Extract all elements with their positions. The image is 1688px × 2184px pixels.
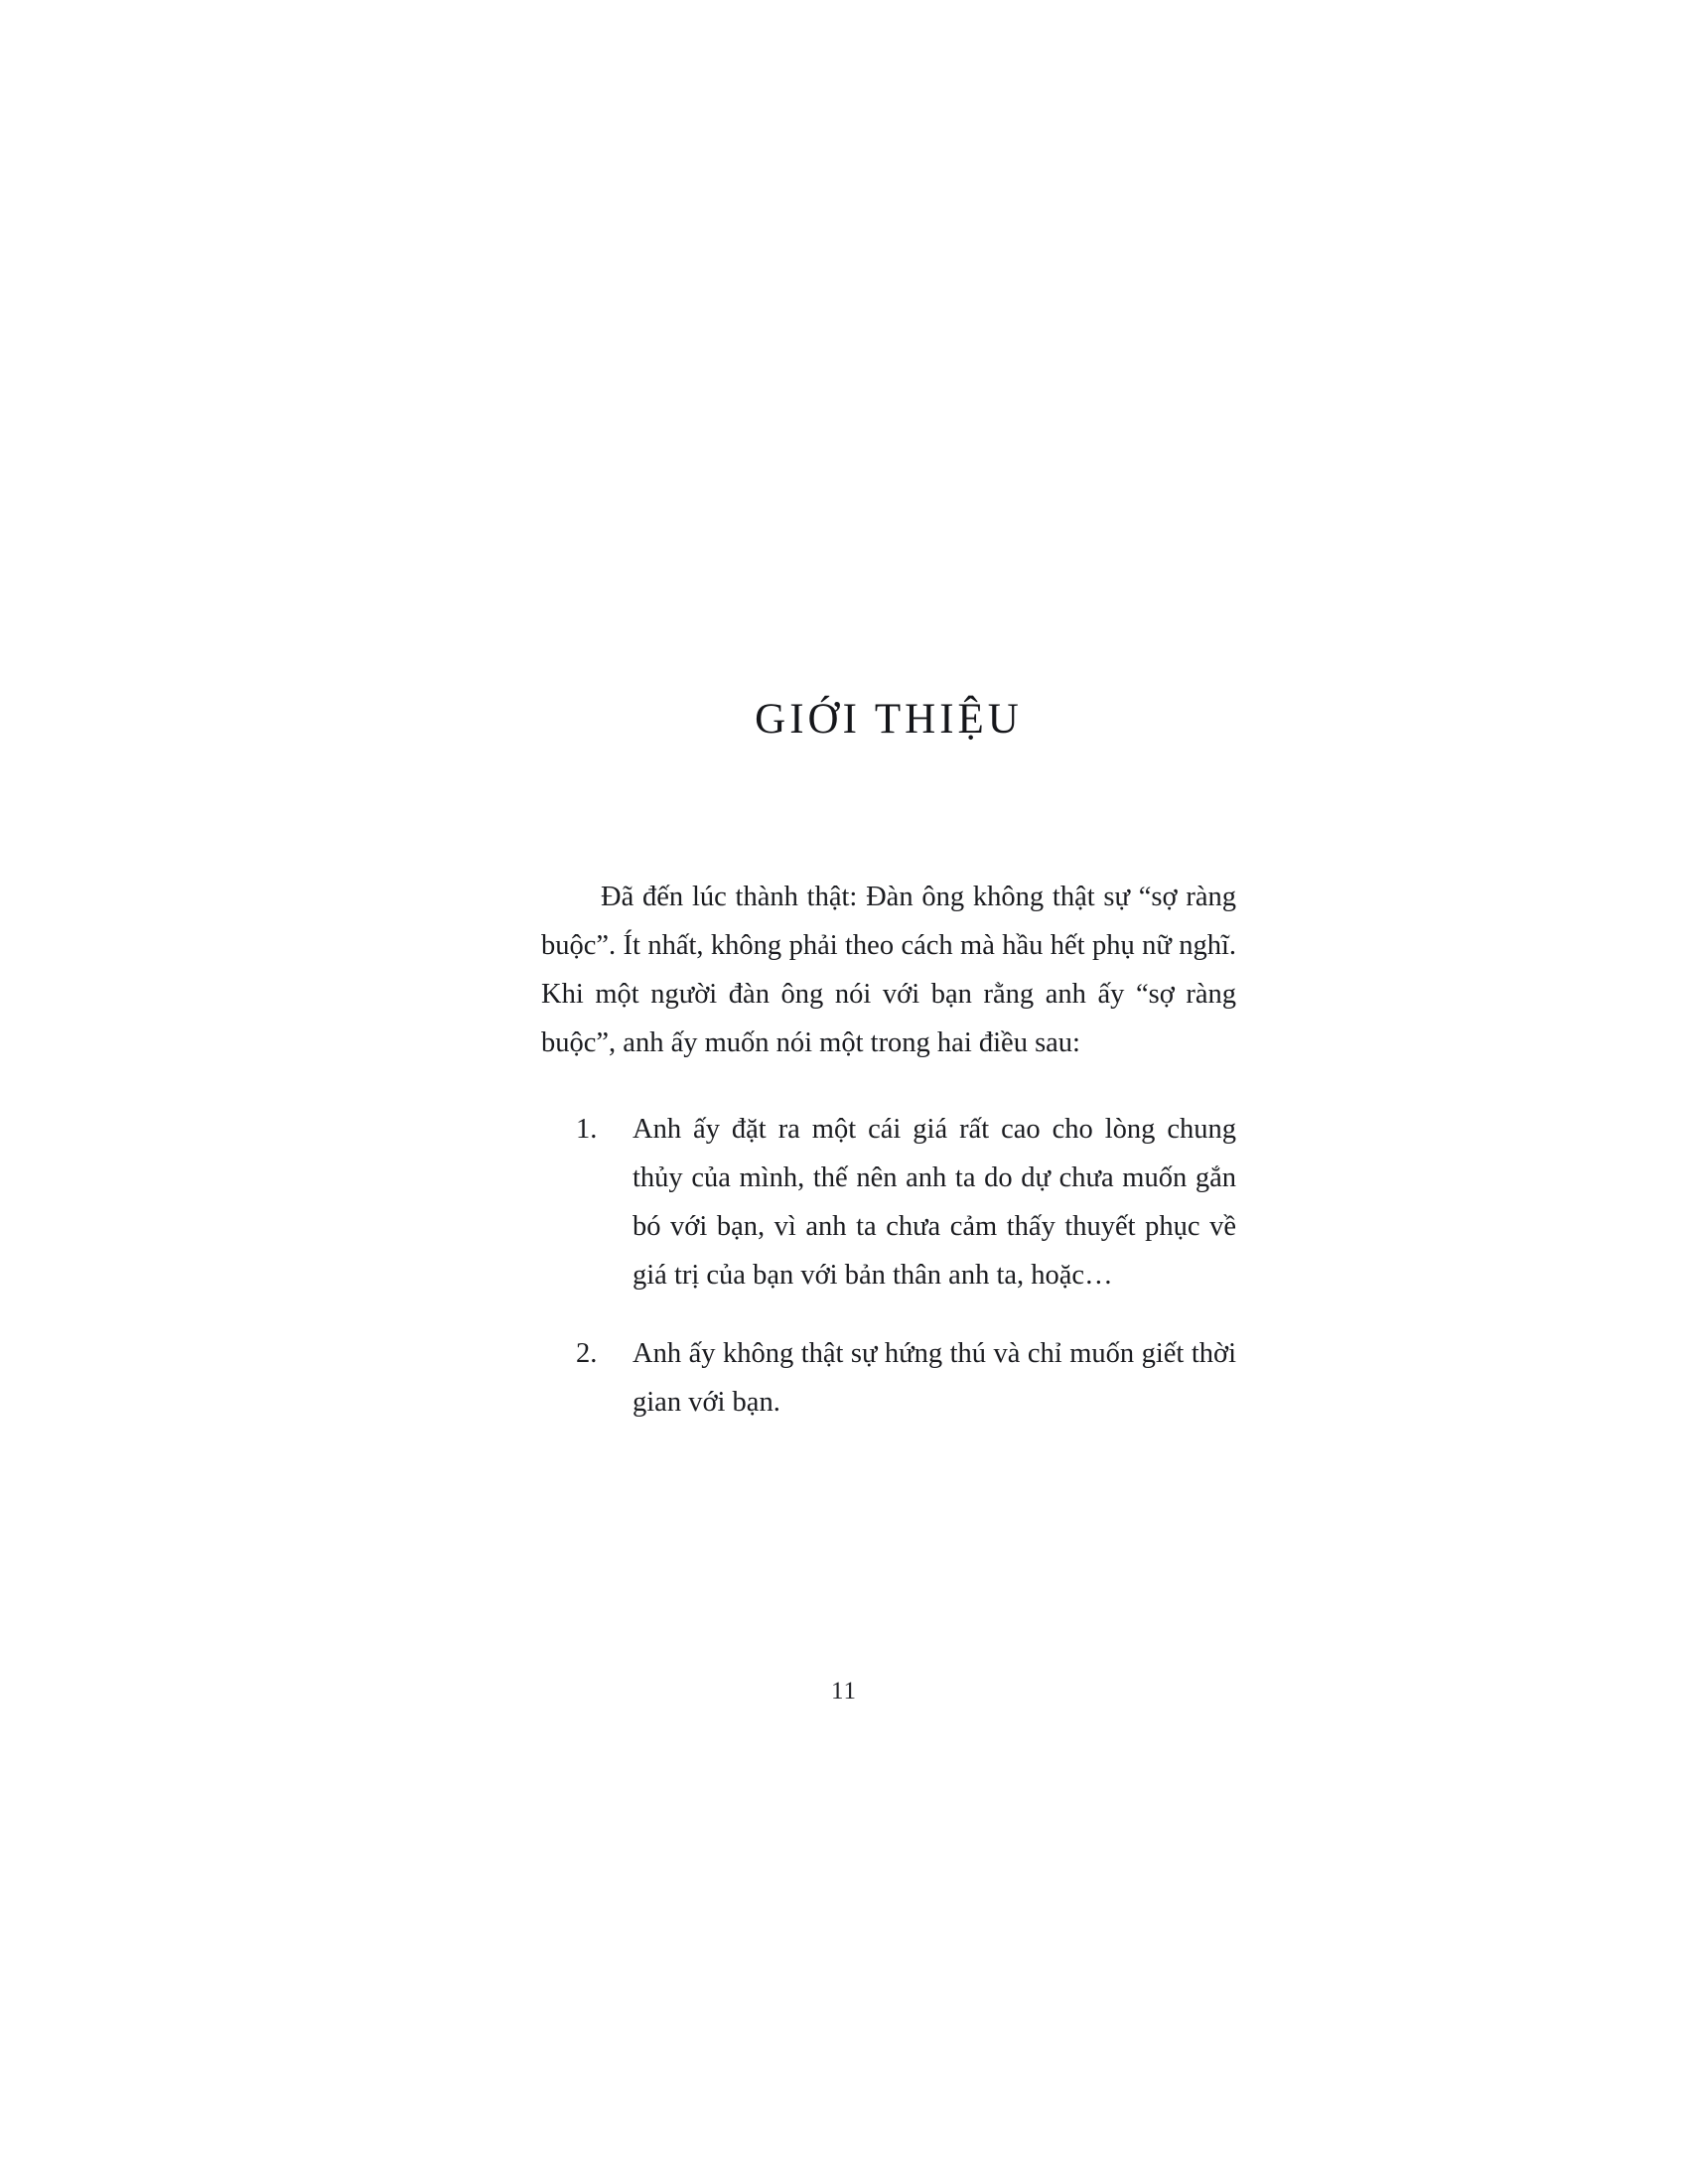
list-item-marker: 2. — [576, 1338, 598, 1370]
page-content — [541, 695, 1236, 1427]
list-item-marker: 1. — [576, 1114, 598, 1146]
page-number: 11 — [830, 1678, 858, 1705]
page-title: GIỚI THIỆU — [755, 696, 1023, 743]
list-item — [541, 1329, 1236, 1427]
intro-paragraph: Đã đến lúc thành thật: Đàn ông không thật sự “sợ ràng buộc”. Ít nhất, không phải theo cách mà hầu hết phụ nữ nghĩ. Khi một người đàn ông nói với bạn rằng anh ấy “sợ ràng buộc”, anh ấy muốn nói một trong hai điều sau: — [541, 882, 1236, 1059]
list-item-text: Anh ấy đặt ra một cái giá rất cao cho lòng chung thủy của mình, thế nên anh ta do dự chưa muốn gắn bó với bạn, vì anh ta chưa cảm thấy thuyết phục về giá trị của bạn với bản thân anh ta, hoặc… — [633, 1114, 1236, 1292]
list-item — [541, 1105, 1236, 1299]
numbered-list — [541, 1105, 1236, 1427]
list-item-text: Anh ấy không thật sự hứng thú và chỉ muốn giết thời gian với bạn. — [633, 1338, 1236, 1419]
